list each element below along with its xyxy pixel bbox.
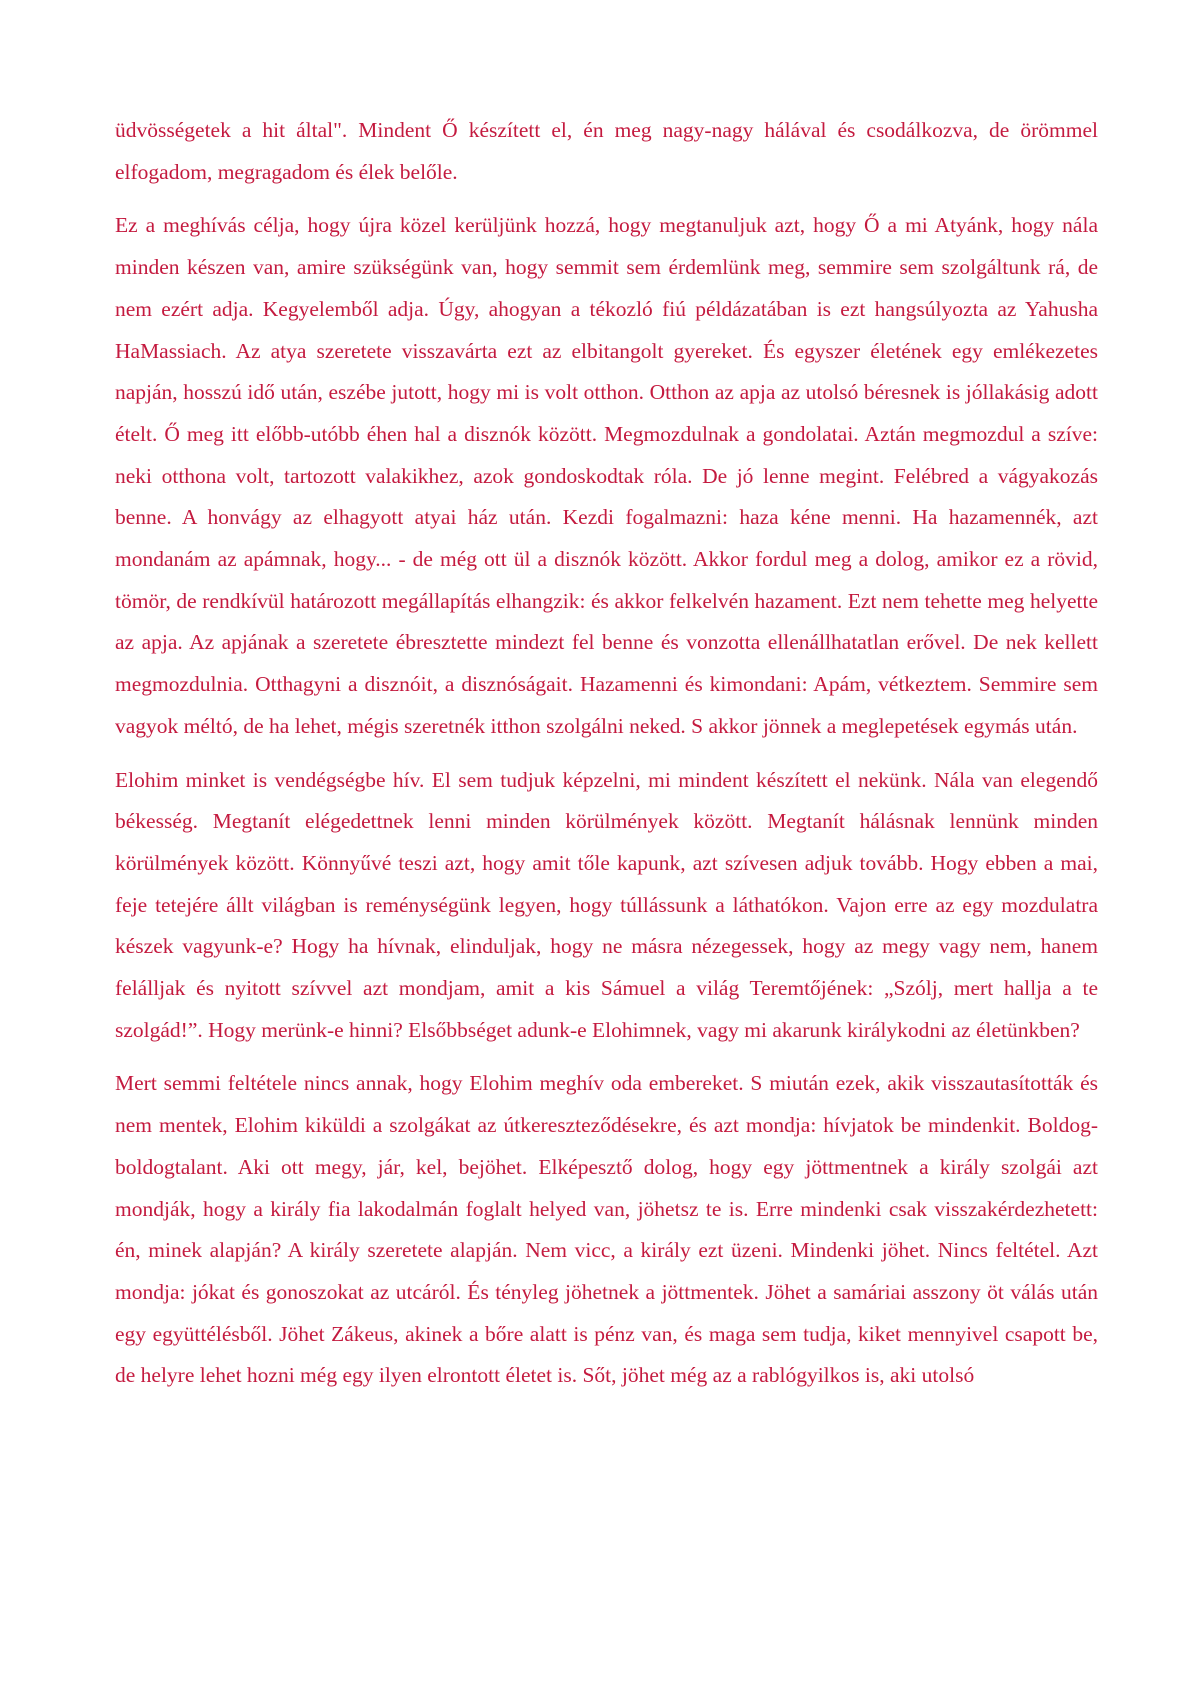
paragraph: Elohim minket is vendégségbe hív. El sem tudjuk képzelni, mi mindent készített el nekünk. Nála van elegendő békesség. Megtanít elégedettnek lenni minden körülmények között. Megtanít hálásnak lennünk minden körülmények között. Könnyűvé teszi azt, hogy amit tőle kapunk, azt szívesen adjuk tovább. Hogy ebben a mai, feje tetejére állt világban is reménységünk legyen, hogy túllássunk a láthatókon. Vajon erre az egy mozdulatra készek vagyunk-e? Hogy ha hívnak, elinduljak, hogy ne másra nézegessek, hogy az megy vagy nem, hanem felálljak és nyitott szívvel azt mondjam, amit a kis Sámuel a világ Teremtőjének: „Szólj, mert hallja a te szolgád!”. Hogy merünk-e hinni? Elsőbbséget adunk-e Elohimnek, vagy mi akarunk királykodni az életünkben?: [115, 767, 1098, 1042]
paragraph: Mert semmi feltétele nincs annak, hogy Elohim meghív oda embereket. S miután ezek, akik visszautasították és nem mentek, Elohim kiküldi a szolgákat az útkereszteződésekre, és azt mondja: hívjatok be mindenkit. Boldog-boldogtalant. Aki ott megy, jár, kel, bejöhet. Elképesztő dolog, hogy egy jöttmentnek a király szolgái azt mondják, hogy a király fia lakodalmán foglalt helyed van, jöhetsz te is. Erre mindenki csak visszakérdezhetett: én, minek alapján? A király szeretete alapján. Nem vicc, a király ezt üzeni. Mindenki jöhet. Nincs feltétel. Azt mondja: jókat és gonoszokat az utcáról. És tényleg jöhetnek a jöttmentek. Jöhet a samáriai asszony öt válás után egy együttélésből. Jöhet Zákeus, akinek a bőre alatt is pénz van, és maga sem tudja, kiket mennyivel csapott be, de helyre lehet hozni még egy ilyen elrontott életet is. Sőt, jöhet még az a rablógyilkos is, aki utolsó: [115, 1071, 1098, 1388]
paragraph: Ez a meghívás célja, hogy újra közel kerüljünk hozzá, hogy megtanuljuk azt, hogy Ő a mi Atyánk, hogy nála minden készen van, amire szükségünk van, hogy semmit sem érdemlünk meg, semmire sem szolgáltunk rá, de nem ezért adja. Kegyelemből adja. Úgy, ahogyan a tékozló fiú példázatában is ezt hangsúlyozta az Yahusha HaMassiach. Az atya szeretete visszavárta ezt az elbitangolt gyereket. És egyszer életének egy emlékezetes napján, hosszú idő után, eszébe jutott, hogy mi is volt otthon. Otthon az apja az utolsó béresnek is jóllakásig adott ételt. Ő meg itt előbb-utóbb éhen hal a disznók között. Megmozdulnak a gondolatai. Aztán megmozdul a szíve: neki otthona volt, tartozott valakikhez, azok gondoskodtak róla. De jó lenne megint. Felébred a vágyakozás benne. A honvágy az elhagyott atyai ház után. Kezdi fogalmazni: haza kéne menni. Ha hazamennék, azt mondanám az apámnak, hogy... - de még ott ül a disznók között. Akkor fordul meg a dolog, amikor ez a rövid, tömör, de rendkívül határozott megállapítás elhangzik: és akkor felkelvén hazament. Ezt nem tehette meg helyette az apja. Az apjának a szeretete ébresztette mindezt fel benne és vonzotta ellenállhatatlan erővel. De nek kellett megmozdulnia. Otthagyni a disznóit, a disznóságait. Hazamenni és kimondani: Apám, vétkeztem. Semmire sem vagyok méltó, de ha lehet, mégis szeretnék itthon szolgálni neked. S akkor jönnek a meglepetések egymás után.: [115, 213, 1098, 738]
document-body: [115, 110, 1098, 1409]
paragraph: üdvösségetek a hit által". Mindent Ő készített el, én meg nagy-nagy hálával és csodálkozva, de örömmel elfogadom, megragadom és élek belőle.: [115, 118, 1098, 184]
